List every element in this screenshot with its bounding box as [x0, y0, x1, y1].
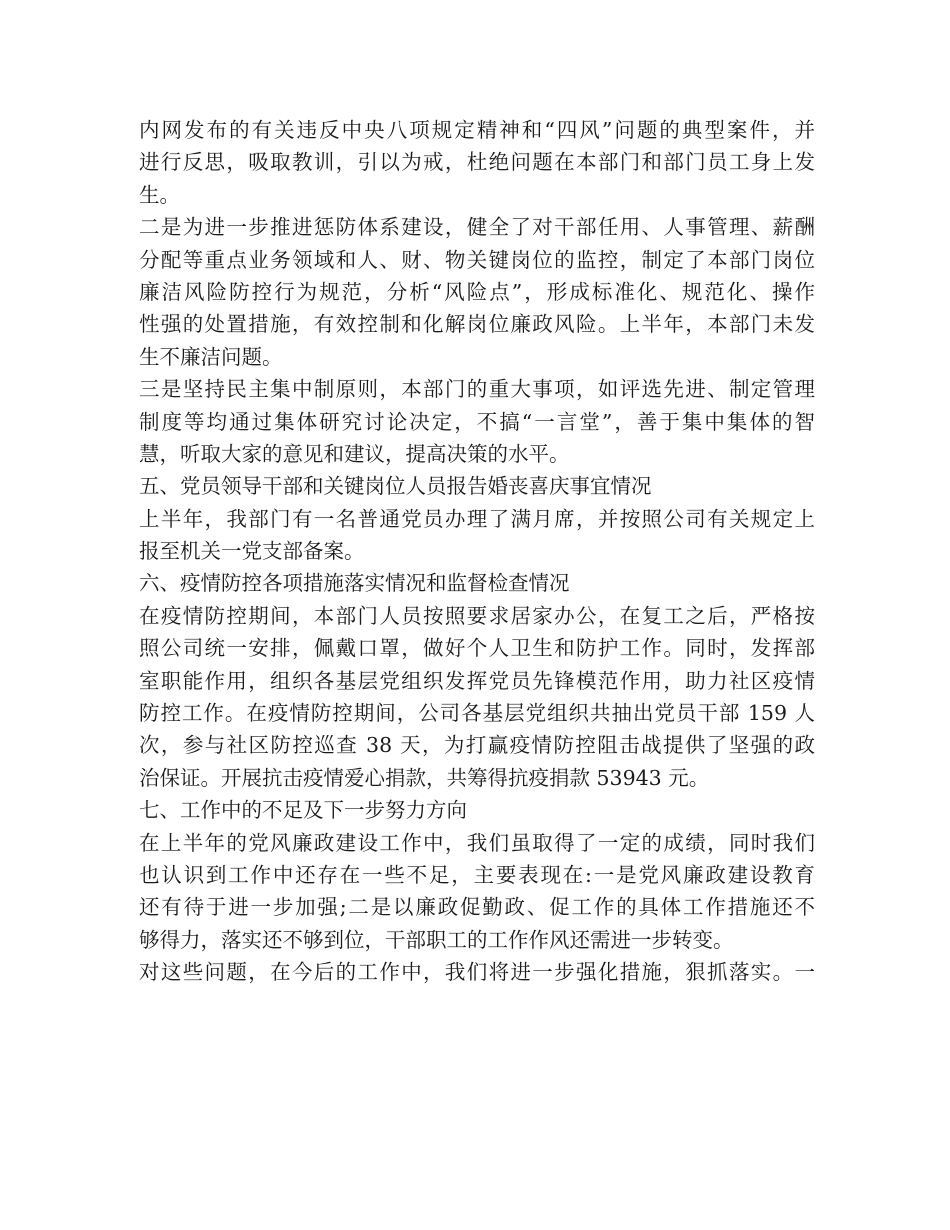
- text-line: 治保证。开展抗击疫情爱心捐款，共筹得抗疫捐款 53943 元。: [139, 765, 710, 790]
- text-line: 进行反思，吸取教训，引以为戒，杜绝问题在本部门和部门员工身上发: [139, 150, 815, 175]
- text-line: 廉洁风险防控行为规范，分析“风险点”，形成标准化、规范化、操作: [139, 279, 815, 304]
- text-line: 性强的处置措施，有效控制和化解岗位廉政风险。上半年，本部门未发: [139, 312, 815, 337]
- text-line: 生不廉洁问题。: [139, 344, 283, 369]
- text-line: 内网发布的有关违反中央八项规定精神和“四风”问题的典型案件，并: [139, 118, 815, 142]
- text-line: 防控工作。在疫情防控期间，公司各基层党组织共抽出党员干部 159 人: [139, 701, 815, 726]
- text-line: 制度等均通过集体研究讨论决定，不搞“一言堂”，善于集中集体的智: [139, 409, 815, 434]
- text-line: 上半年，我部门有一名普通党员办理了满月席，并按照公司有关规定上: [139, 506, 815, 531]
- text-line: 也认识到工作中还存在一些不足，主要表现在:一是党风廉政建设教育: [139, 862, 815, 887]
- text-line: 次，参与社区防控巡查 38 天，为打赢疫情防控阻击战提供了坚强的政: [139, 733, 815, 758]
- text-line: 生。: [139, 182, 180, 207]
- text-line: 室职能作用，组织各基层党组织发挥党员先锋模范作用，助力社区疫情: [139, 668, 815, 693]
- text-line: 在疫情防控期间，本部门人员按照要求居家办公，在复工之后，严格按: [139, 603, 815, 628]
- text-line: 还有待于进一步加强;二是以廉政促勤政、促工作的具体工作措施还不: [139, 895, 815, 920]
- text-line: 三是坚持民主集中制原则，本部门的重大事项，如评选先进、制定管理: [139, 377, 815, 402]
- text-line: 在上半年的党风廉政建设工作中，我们虽取得了一定的成绩，同时我们: [139, 830, 815, 855]
- section-heading: 六、疫情防控各项措施落实情况和监督检查情况: [139, 571, 570, 596]
- section-heading: 七、工作中的不足及下一步努力方向: [139, 798, 467, 823]
- text-line: 对这些问题，在今后的工作中，我们将进一步强化措施，狠抓落实。一: [139, 960, 815, 985]
- text-line: 二是为进一步推进惩防体系建设，健全了对干部任用、人事管理、薪酬: [139, 215, 815, 240]
- text-line: 分配等重点业务领域和人、财、物关键岗位的监控，制定了本部门岗位: [139, 247, 815, 272]
- document-body: [139, 114, 815, 989]
- text-line: 报至机关一党支部备案。: [139, 539, 365, 564]
- text-line: 照公司统一安排，佩戴口罩，做好个人卫生和防护工作。同时，发挥部: [139, 636, 815, 661]
- text-line: 够得力，落实还不够到位，干部职工的工作作风还需进一步转变。: [139, 927, 734, 952]
- section-heading: 五、党员领导干部和关键岗位人员报告婚丧喜庆事宜情况: [139, 474, 652, 499]
- text-line: 慧，听取大家的意见和建议，提高决策的水平。: [139, 441, 570, 466]
